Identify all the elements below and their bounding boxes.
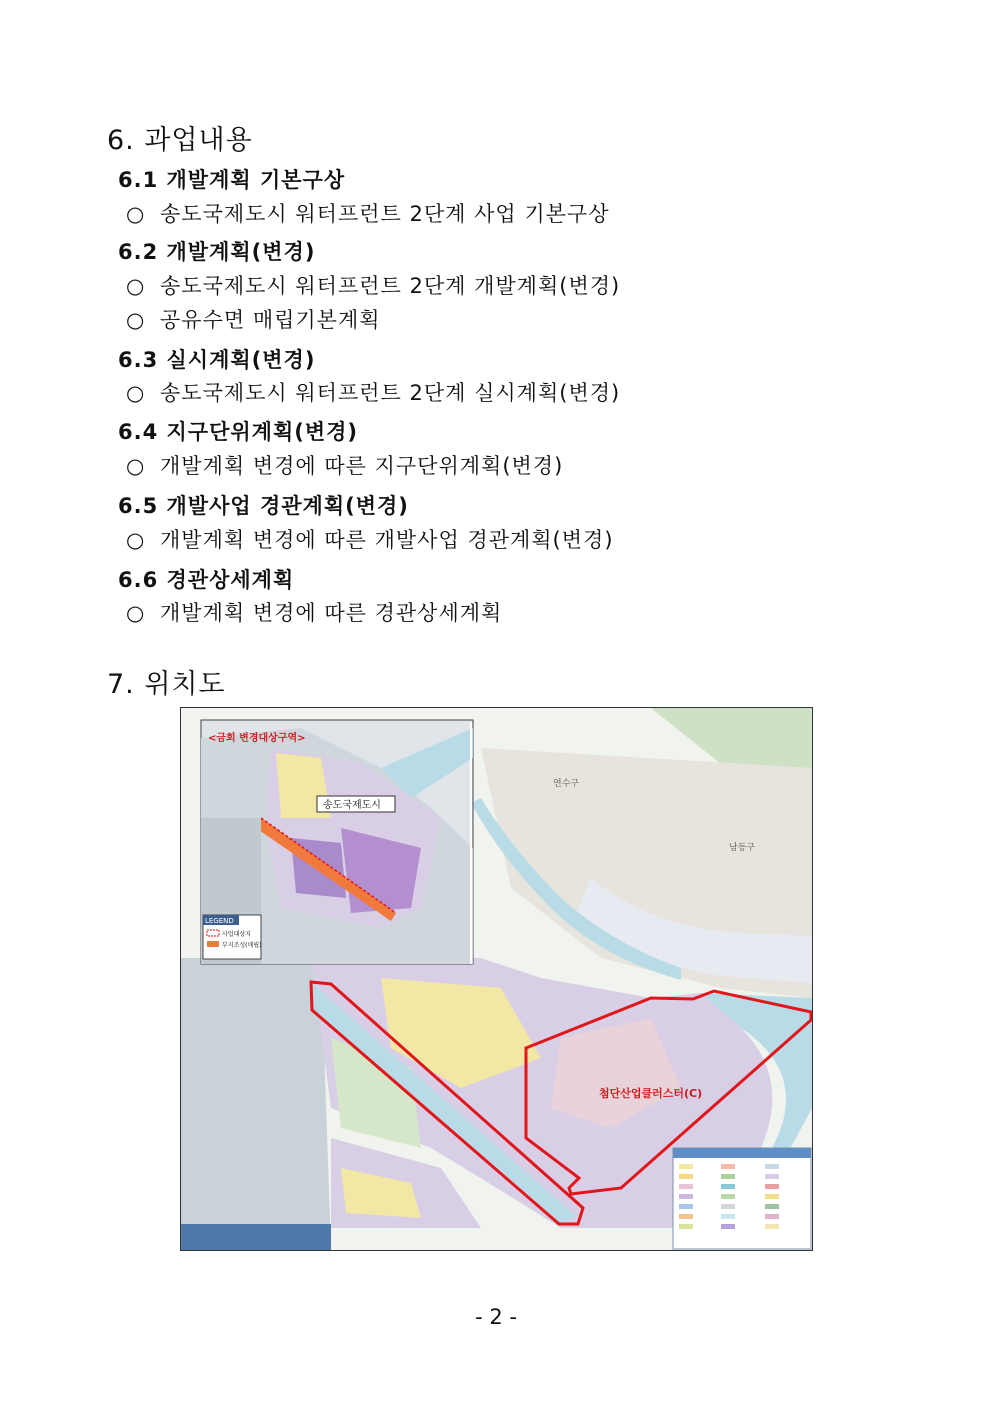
bullet-text: 개발계획 변경에 따른 경관상세계획: [160, 601, 503, 625]
bullet-text: 개발계획 변경에 따른 개발사업 경관계획(변경): [160, 528, 614, 552]
district-label-namdong: 남동구: [729, 843, 756, 853]
map-legend-box: [673, 1148, 811, 1249]
district-label-yeonsu: 연수구: [553, 779, 580, 789]
bullet-item: [126, 270, 620, 300]
circle-bullet-icon: ○: [126, 528, 146, 552]
bullet-item: [126, 597, 502, 627]
bullet-text: 송도국제도시 워터프런트 2단계 실시계획(변경): [160, 381, 621, 405]
circle-bullet-icon: ○: [126, 202, 146, 226]
bullet-item: [126, 377, 620, 407]
location-map: [180, 707, 813, 1251]
bullet-item: [126, 198, 610, 228]
circle-bullet-icon: ○: [126, 274, 146, 298]
inset-legend-title: LEGEND: [205, 917, 234, 925]
legend-item-boundary: 사업대상지: [222, 931, 251, 938]
legend-reclaim-swatch: [207, 941, 219, 947]
circle-bullet-icon: ○: [126, 308, 146, 332]
subsection-6-2-heading: 6.2 개발계획(변경): [118, 240, 316, 264]
page-number: - 2 -: [475, 1305, 517, 1329]
inset-city-label: 송도국제도시: [323, 800, 381, 811]
subsection-6-6-heading: 6.6 경관상세계획: [118, 568, 295, 592]
section-6-title: 6. 과업내용: [107, 125, 253, 156]
map-footer-strip: [181, 1224, 331, 1250]
bullet-text: 송도국제도시 워터프런트 2단계 개발계획(변경): [160, 274, 621, 298]
inset-title: <금회 변경대상구역>: [208, 733, 306, 744]
bullet-text: 개발계획 변경에 따른 지구단위계획(변경): [160, 454, 564, 478]
subsection-6-4-heading: 6.4 지구단위계획(변경): [118, 420, 358, 444]
bullet-item: [126, 524, 614, 554]
bullet-text: 공유수면 매립기본계획: [160, 308, 381, 332]
bullet-item: [126, 450, 563, 480]
bullet-item: [126, 304, 381, 334]
circle-bullet-icon: ○: [126, 601, 146, 625]
legend-item-reclaim: 부지조성(매립): [222, 942, 262, 949]
section-7-title: 7. 위치도: [107, 669, 226, 700]
map-legend-header: [673, 1148, 811, 1158]
location-map-drawing: [181, 708, 812, 1250]
cluster-label: 첨단산업클러스터(C): [599, 1087, 703, 1100]
subsection-6-1-heading: 6.1 개발계획 기본구상: [118, 168, 346, 192]
bullet-text: 송도국제도시 워터프런트 2단계 사업 기본구상: [160, 202, 610, 226]
subsection-6-3-heading: 6.3 실시계획(변경): [118, 348, 316, 372]
subsection-6-5-heading: 6.5 개발사업 경관계획(변경): [118, 494, 409, 518]
sea-area: [181, 958, 331, 1250]
circle-bullet-icon: ○: [126, 381, 146, 405]
circle-bullet-icon: ○: [126, 454, 146, 478]
